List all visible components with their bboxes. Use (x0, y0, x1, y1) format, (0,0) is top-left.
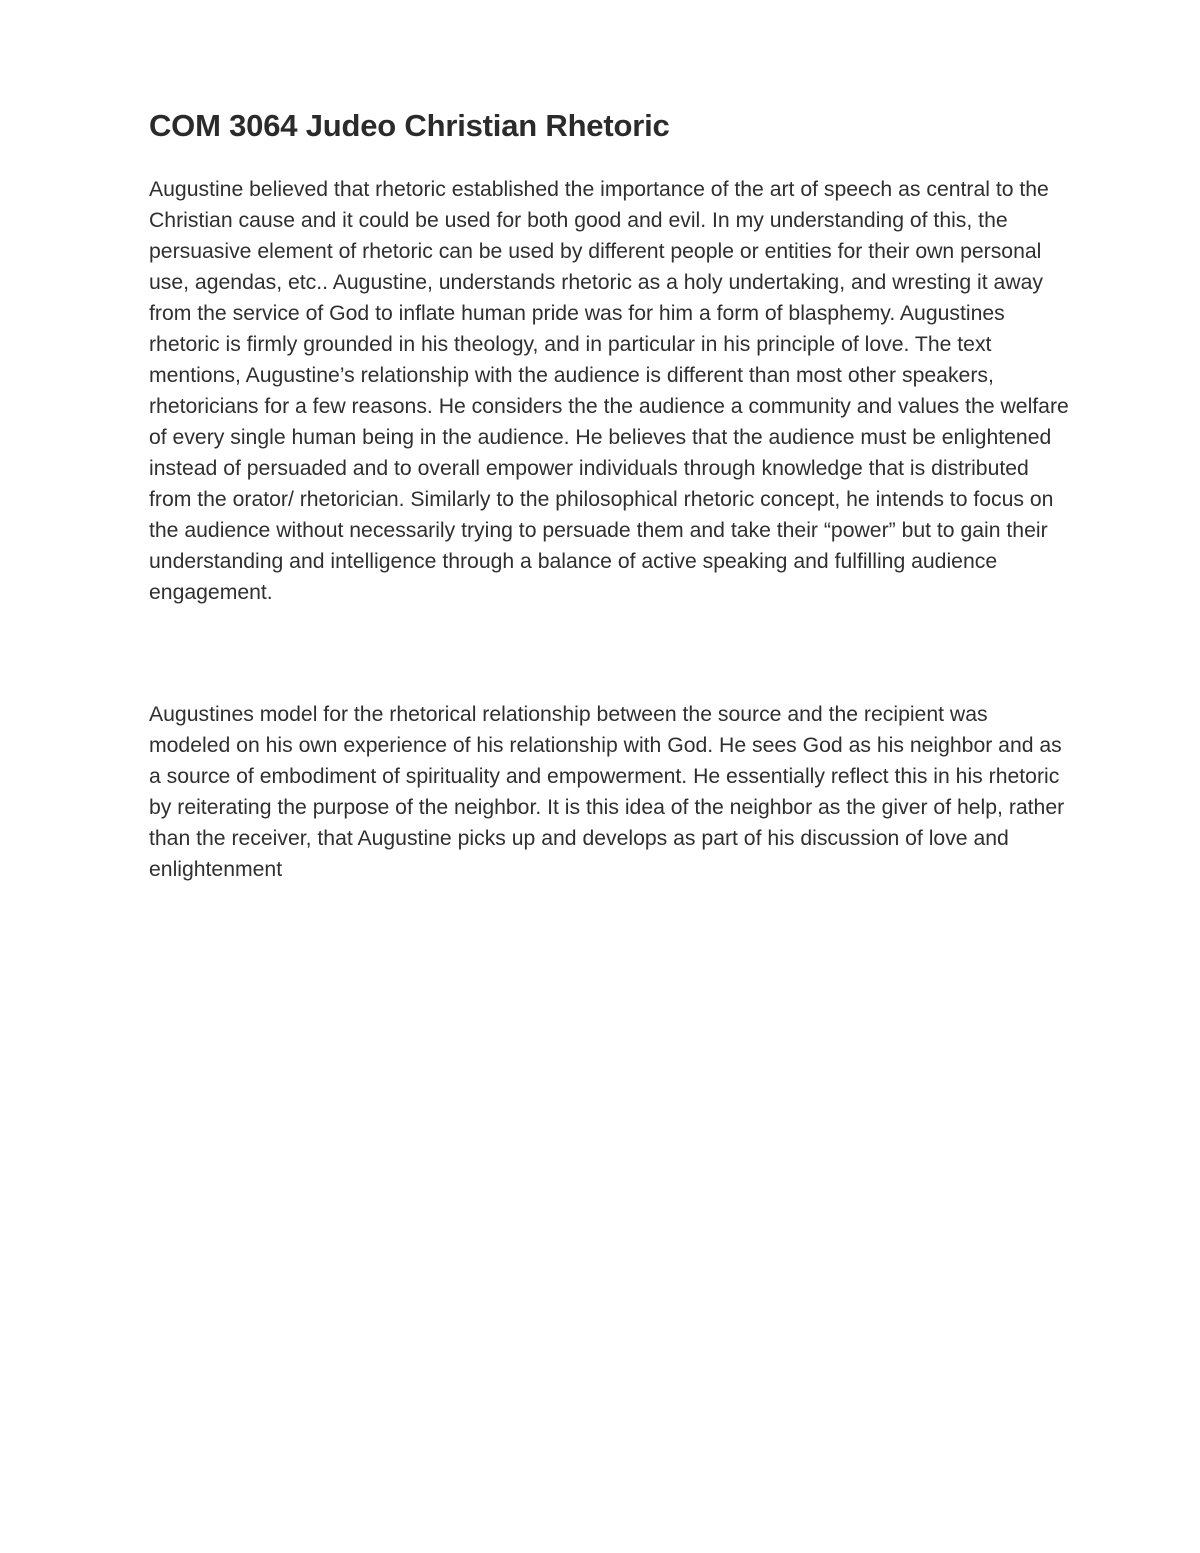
document-title: COM 3064 Judeo Christian Rhetoric (149, 108, 670, 143)
paragraph-1: Augustine believed that rhetoric established the importance of the art of speech as central to the Christian cause and it could be used for both good and evil. In my understanding of this, the persuasive element of rhetoric can be used by different people or entities for their own personal use, agendas, etc.. Augustine, understands rhetoric as a holy undertaking, and wresting it away from the service of God to inflate human pride was for him a form of blasphemy. Augustines rhetoric is firmly grounded in his theology, and in particular in his principle of love. The text mentions, Augustine’s relationship with the audience is different than most other speakers, rhetoricians for a few reasons. He considers the the audience a community and values the welfare of every single human being in the audience. He believes that the audience must be enlightened instead of persuaded and to overall empower individuals through knowledge that is distributed from the orator/ rhetorician. Similarly to the philosophical rhetoric concept, he intends to focus on the audience without necessarily trying to persuade them and take their “power” but to gain their understanding and intelligence through a balance of active speaking and fulfilling audience engagement. (149, 178, 1069, 604)
paragraph-2: Augustines model for the rhetorical relationship between the source and the recipient was modeled on his own experience of his relationship with God. He sees God as his neighbor and as a source of embodiment of spirituality and empowerment. He essentially reflect this in his rhetoric by reiterating the purpose of the neighbor. It is this idea of the neighbor as the giver of help, rather than the receiver, that Augustine picks up and develops as part of his discussion of love and enlightenment (149, 703, 1065, 881)
